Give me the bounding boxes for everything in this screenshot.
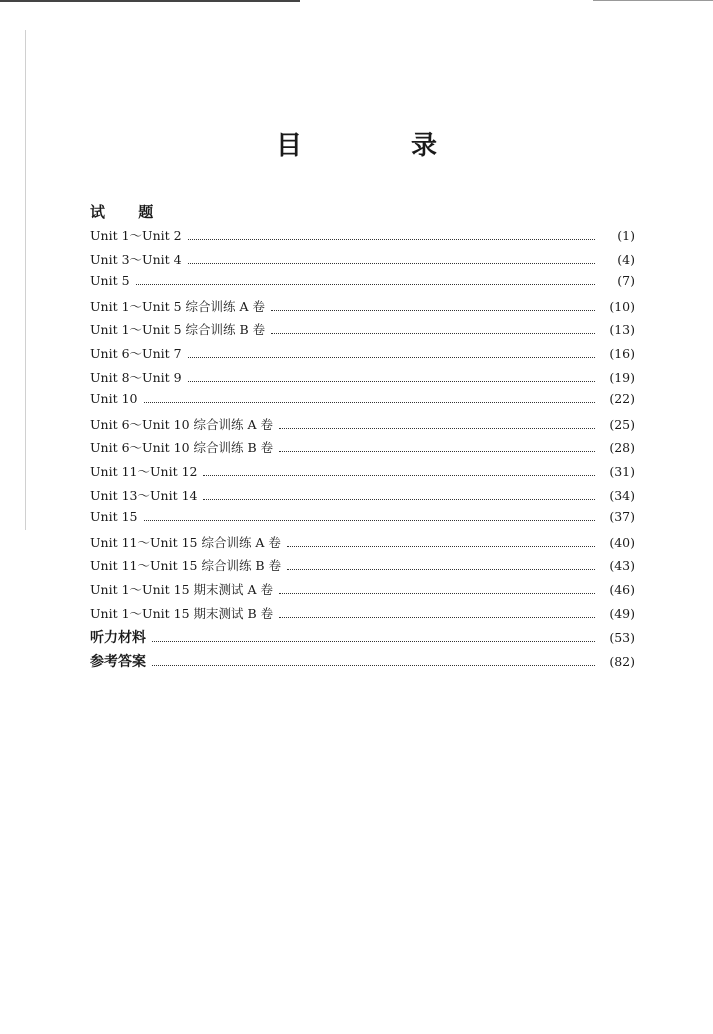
dot-leader: [144, 402, 596, 403]
toc-entry-label: Unit 1～Unit 5 综合训练 A 卷: [90, 298, 266, 314]
dot-leader: [188, 381, 595, 382]
dot-leader: [188, 239, 595, 240]
toc-entry-label: Unit 10: [90, 391, 138, 407]
toc-entry[interactable]: [90, 438, 635, 462]
toc-entry-page: (19): [609, 369, 635, 385]
toc-entry-label: Unit 11～Unit 15 综合训练 B 卷: [90, 558, 282, 574]
toc-entry[interactable]: [90, 580, 635, 604]
toc-entry-label: Unit 5: [90, 273, 130, 289]
toc-entry[interactable]: [90, 533, 635, 557]
toc-entry-label: Unit 6～Unit 10 综合训练 A 卷: [90, 416, 273, 432]
toc-entry-label: Unit 13～Unit 14: [90, 487, 198, 503]
toc-entry-page: (40): [609, 534, 635, 550]
toc-entry-label: Unit 1～Unit 2: [90, 228, 182, 243]
toc-entry-label: Unit 1～Unit 15 期末测试 B 卷: [90, 605, 274, 621]
dot-leader: [279, 451, 595, 452]
toc-entry-label: Unit 6～Unit 7: [90, 345, 182, 361]
toc-entry-page: (34): [609, 487, 635, 503]
dot-leader: [136, 284, 595, 285]
toc-entry-page: (13): [609, 322, 635, 338]
toc-entry[interactable]: [90, 250, 635, 274]
toc-entry-page: (4): [617, 251, 635, 267]
dot-leader: [152, 665, 595, 666]
toc-entry[interactable]: [90, 556, 635, 580]
dot-leader: [287, 546, 595, 547]
toc-entry[interactable]: [90, 604, 635, 628]
toc-entry-page: (31): [609, 463, 635, 479]
toc-entry-page: (53): [609, 630, 635, 646]
toc-entry-label: 参考答案: [90, 653, 146, 670]
dot-leader: [279, 428, 595, 429]
toc-entry-page: (10): [609, 298, 635, 314]
toc-entry-page: (46): [609, 581, 635, 597]
dot-leader: [271, 333, 595, 334]
table-of-contents: [90, 226, 635, 674]
toc-entry-label: Unit 3～Unit 4: [90, 251, 182, 267]
toc-entry[interactable]: [90, 273, 635, 297]
toc-entry-answers[interactable]: [90, 651, 635, 675]
scan-edge-top-right: [593, 0, 713, 1]
dot-leader: [279, 617, 595, 618]
scan-edge-left: [25, 30, 26, 530]
scan-edge-top: [0, 0, 300, 2]
toc-entry[interactable]: [90, 368, 635, 392]
dot-leader: [203, 475, 595, 476]
dot-leader: [203, 499, 595, 500]
toc-entry[interactable]: [90, 509, 635, 533]
toc-entry-page: (22): [609, 391, 635, 407]
toc-entry-page: (1): [617, 228, 635, 243]
toc-entry[interactable]: [90, 297, 635, 321]
toc-entry[interactable]: [90, 462, 635, 486]
page-title: 目 录: [275, 131, 488, 161]
toc-entry-label: Unit 8～Unit 9: [90, 369, 182, 385]
dot-leader: [287, 569, 595, 570]
toc-entry-label: Unit 11～Unit 12: [90, 463, 198, 479]
toc-entry-label: 听力材料: [90, 630, 146, 647]
toc-entry-label: Unit 1～Unit 15 期末测试 A 卷: [90, 581, 273, 597]
toc-entry-page: (25): [609, 416, 635, 432]
toc-entry-page: (43): [609, 558, 635, 574]
toc-entry-label: Unit 11～Unit 15 综合训练 A 卷: [90, 534, 281, 550]
toc-entry[interactable]: [90, 344, 635, 368]
toc-entry[interactable]: [90, 391, 635, 415]
toc-entry-label: Unit 6～Unit 10 综合训练 B 卷: [90, 440, 274, 456]
toc-entry-page: (16): [609, 345, 635, 361]
dot-leader: [279, 593, 595, 594]
toc-entry-page: (49): [609, 605, 635, 621]
toc-entry-label: Unit 1～Unit 5 综合训练 B 卷: [90, 322, 266, 338]
dot-leader: [188, 357, 595, 358]
dot-leader: [144, 520, 596, 521]
toc-entry-page: (37): [609, 509, 635, 525]
dot-leader: [188, 263, 595, 264]
section-heading: 试 题: [90, 203, 168, 221]
toc-entry[interactable]: [90, 226, 635, 250]
toc-entry-label: Unit 15: [90, 509, 138, 525]
toc-entry[interactable]: [90, 486, 635, 510]
toc-entry[interactable]: [90, 320, 635, 344]
toc-entry-page: (7): [617, 273, 635, 289]
toc-entry-page: (82): [609, 653, 635, 669]
dot-leader: [152, 641, 595, 642]
dot-leader: [271, 310, 595, 311]
toc-entry[interactable]: [90, 415, 635, 439]
toc-entry-page: (28): [609, 440, 635, 456]
toc-entry-listening[interactable]: [90, 627, 635, 651]
